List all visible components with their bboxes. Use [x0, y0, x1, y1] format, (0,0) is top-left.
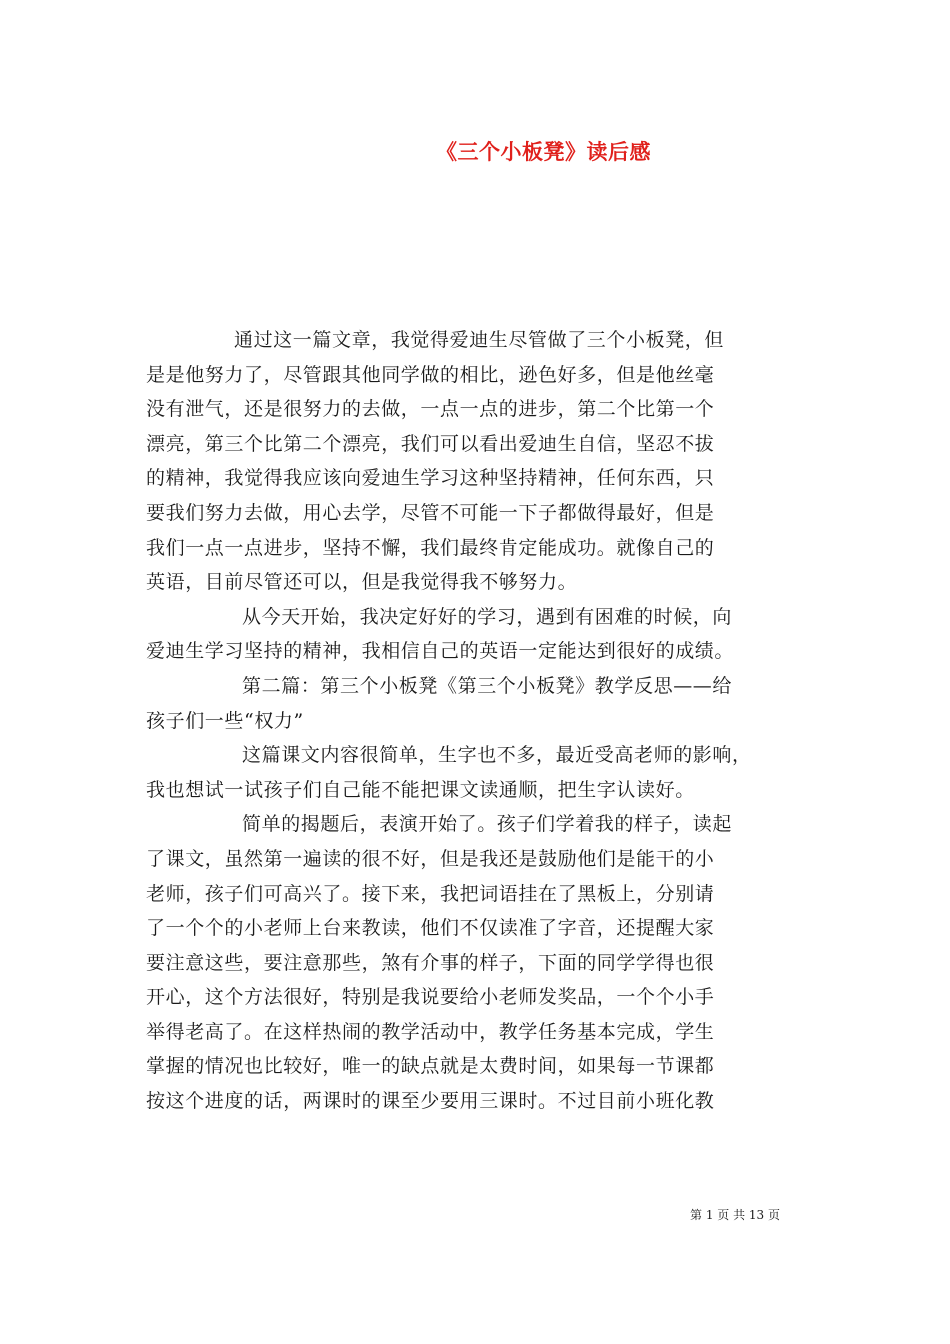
text-line: 这篇课文内容很简单，生字也不多，最近受高老师的影响， — [242, 744, 752, 767]
text-line: 要注意这些，要注意那些，煞有介事的样子，下面的同学学得也很 — [146, 951, 715, 974]
text-line: 是是他努力了，尽管跟其他同学做的相比，逊色好多，但是他丝毫 — [146, 363, 715, 386]
text-line: 了一个个的小老师上台来教读，他们不仅读准了字音，还提醒大家 — [146, 917, 715, 940]
text-line: 的精神，我觉得我应该向爱迪生学习这种坚持精神，任何东西，只 — [146, 467, 715, 490]
text-line: 爱迪生学习坚持的精神，我相信自己的英语一定能达到很好的成绩。 — [146, 640, 735, 663]
document-title: 《三个小板凳》读后感 — [436, 139, 651, 164]
text-line: 了课文，虽然第一遍读的很不好，但是我还是鼓励他们是能干的小 — [146, 847, 715, 870]
text-line: 开心，这个方法很好，特别是我说要给小老师发奖品，一个个小手 — [146, 986, 715, 1009]
page-footer: 第 1 页 共 13 页 — [690, 1208, 780, 1222]
text-line: 孩子们一些“权力” — [146, 709, 304, 732]
text-line: 掌握的情况也比较好，唯一的缺点就是太费时间，如果每一节课都 — [146, 1055, 715, 1078]
document-body — [146, 323, 806, 1119]
text-line: 我也想试一试孩子们自己能不能把课文读通顺，把生字认读好。 — [146, 778, 695, 801]
text-line: 从今天开始，我决定好好的学习，遇到有困难的时候，向 — [242, 605, 733, 628]
text-line: 举得老高了。在这样热闹的教学活动中，教学任务基本完成，学生 — [146, 1020, 715, 1043]
text-line: 按这个进度的话，两课时的课至少要用三课时。不过目前小班化教 — [146, 1090, 715, 1113]
text-line: 没有泄气，还是很努力的去做，一点一点的进步，第二个比第一个 — [146, 398, 715, 421]
text-line: 第二篇：第三个小板凳《第三个小板凳》教学反思——给 — [242, 674, 733, 697]
text-line: 通过这一篇文章，我觉得爱迪生尽管做了三个小板凳，但 — [234, 329, 725, 351]
text-line: 漂亮，第三个比第二个漂亮，我们可以看出爱迪生自信，坚忍不拔 — [146, 432, 715, 455]
text-line: 英语，目前尽管还可以，但是我觉得我不够努力。 — [146, 571, 578, 594]
text-line: 老师，孩子们可高兴了。接下来，我把词语挂在了黑板上，分别请 — [146, 882, 715, 905]
text-line: 要我们努力去做，用心去学，尽管不可能一下子都做得最好，但是 — [146, 501, 715, 524]
text-line: 我们一点一点进步，坚持不懈，我们最终肯定能成功。就像自己的 — [146, 536, 715, 559]
text-line: 简单的揭题后，表演开始了。孩子们学着我的样子，读起 — [242, 813, 733, 836]
